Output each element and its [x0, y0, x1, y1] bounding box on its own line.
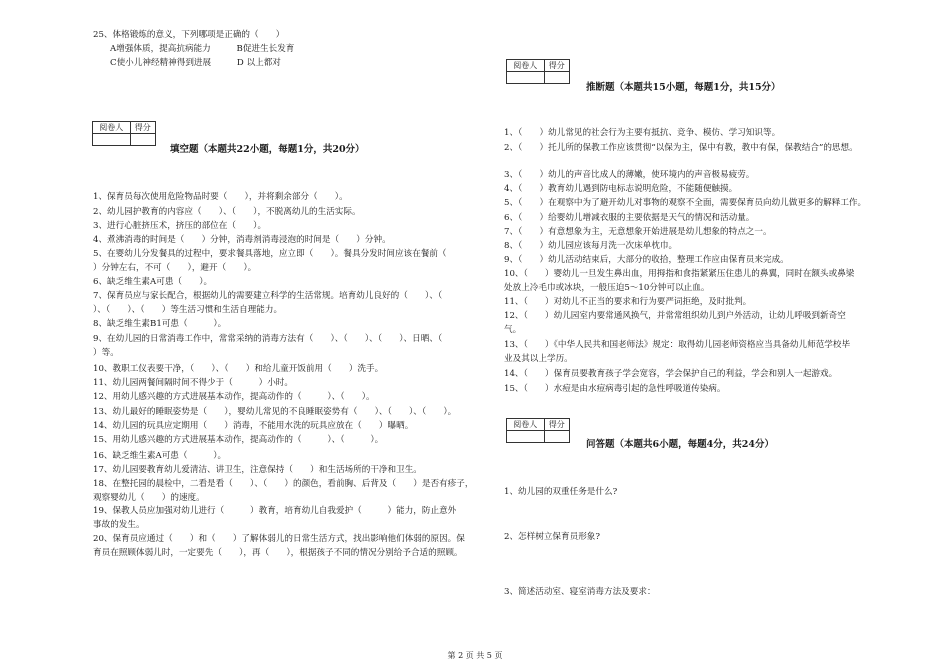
fill-question-line: 16、缺乏维生素A可患（ ）。: [93, 451, 227, 461]
fill-question-line: 2、幼儿园护教育的内容应（ ）、（ ），不脱离幼儿的生活实际。: [93, 207, 361, 217]
fill-question-line: 12、用幼儿感兴趣的方式进展基本动作，提高动作的（ ）、（ ）。: [93, 392, 375, 402]
fill-question-line: 17、幼儿园要教育幼儿爱清洁、讲卫生，注意保持（ ）和生活场所的干净和卫生。: [93, 465, 422, 475]
fill-question-line: 8、缺乏维生素B1可患（ ）。: [93, 319, 227, 329]
fill-question-line: 1、保育员每次使用危险物品时要（ ），并将剩余部分（ ）。: [93, 192, 348, 202]
fill-question-line: 15、用幼儿感兴趣的方式进展基本动作，提高动作的（ ）、（ ）。: [93, 435, 384, 445]
judge-question-line: 3、（ ）幼儿的声音比成人的薄嫩，使环境内的声音极易疲劳。: [504, 170, 755, 180]
score-cell: [544, 72, 570, 84]
judge-question-line: 11、（ ）对幼儿不正当的要求和行为要严词拒绝，及时批判。: [504, 297, 752, 307]
qa-question-1: 1、幼儿园的双重任务是什么?: [504, 487, 618, 497]
score-label: 得分: [544, 419, 570, 431]
judge-question-line: 10、（ ）婴幼儿一旦发生鼻出血，用拇指和食指紧紧压住患儿的鼻翼，同时在额头或鼻梁: [504, 269, 855, 279]
judge-question-line: 4、（ ）教育幼儿遇到防电标志说明危险，不能随便触摸。: [504, 184, 738, 194]
judge-question-line: 8、（ ）幼儿园应该每月洗一次床单枕巾。: [504, 241, 678, 251]
fill-question-line: 19、保教人员应加强对幼儿进行（ ）教育，培育幼儿自我爱护（ ）能力，防止意外: [93, 506, 457, 516]
reviewer-cell: [507, 72, 545, 84]
fill-question-line: 4、煮沸消毒的时间是（ ）分钟，消毒剂消毒浸泡的时间是（ ）分钟。: [93, 235, 391, 245]
judge-question-line: 12、（ ）幼儿园室内要常通风换气，并常常组织幼儿到户外活动，让幼儿呼吸到新奇空: [504, 311, 846, 321]
fill-question-line: 5、在婴幼儿分发餐具的过程中，要求餐具落地，应立即（ ）。餐具分发时间应该在餐前（: [93, 249, 447, 259]
judge-question-line: 处放上冷毛巾或冰块，一般压迫5～10分钟可以止血。: [504, 283, 710, 293]
reviewer-cell: [93, 134, 131, 146]
qa-section-title: 问答题（本题共6小题，每题4分，共24分）: [586, 439, 774, 450]
fill-question-line: 事故的发生。: [93, 520, 145, 530]
question-25: 25、体格锻炼的意义，下列哪项是正确的（ ）: [93, 30, 285, 40]
judge-section-title: 推断题（本题共15小题，每题1分，共15分）: [586, 82, 781, 93]
fill-question-line: ）等。: [93, 348, 119, 358]
judge-question-line: 7、（ ）有意想象为主，无意想象开始进展是幼儿想象的特点之一。: [504, 227, 772, 237]
judge-score-box: [506, 59, 570, 84]
fill-question-line: 观察婴幼儿（ ）的速度。: [93, 493, 205, 503]
judge-question-line: 2、（ ）托儿所的保教工作应该贯彻“以保为主，保中有教，教中有保，保教结合”的思想。: [504, 143, 858, 153]
judge-question-line: 5、（ ）在观察中为了避开幼儿对事物的观察不全面，需要保育员向幼儿做更多的解释工作。: [504, 198, 867, 208]
judge-question-line: 13、（ ）《中华人民共和国老师法》规定：取得幼儿园老师资格应当具备幼儿师范学校毕: [504, 340, 851, 350]
fill-question-line: ）分钟左右，不可（ ），避开（ ）。: [93, 263, 257, 273]
fill-question-line: 10、教职工仪表要干净，（ ）、（ ）和给儿童开饭前用（ ）洗手。: [93, 364, 384, 374]
reviewer-label: 阅卷人: [507, 60, 545, 72]
judge-question-line: 15、（ ）水痘是由水痘病毒引起的急性呼吸道传染病。: [504, 384, 726, 394]
reviewer-label: 阅卷人: [507, 419, 545, 431]
fill-question-line: ）、（ ）、（ ）等生活习惯和生活自理能力。: [93, 305, 283, 315]
judge-question-line: 业及其以上学历。: [504, 354, 573, 364]
fill-question-line: 11、幼儿园两餐间隔时间不得少于（ ）小时。: [93, 378, 293, 388]
fill-question-line: 18、在整托园的晨检中，二看是看（ ）、（ ）的颜色，看前胸、后背及（ ）是否有疹子，: [93, 479, 474, 489]
score-cell: [130, 134, 156, 146]
judge-question-line: 14、（ ）保育员要教育孩子学会宽容，学会保护自己的利益，学会和别人一起游戏。: [504, 369, 838, 379]
question-25-options-cd: C使小儿神经精神得到进展 D 以上都对: [110, 58, 281, 68]
score-label: 得分: [130, 122, 156, 134]
page-footer: 第 2 页 共 5 页: [447, 651, 503, 660]
fill-section-title: 填空题（本题共22小题，每题1分，共20分）: [170, 144, 365, 155]
score-label: 得分: [544, 60, 570, 72]
qa-question-3: 3、简述活动室、寝室消毒方法及要求：: [504, 587, 656, 597]
judge-question-line: 9、（ ）幼儿活动结束后，大部分的收拾，整理工作应由保育员来完成。: [504, 255, 789, 265]
judge-question-line: 1、（ ）幼儿常见的社会行为主要有抵抗、竞争、模仿、学习知识等。: [504, 128, 781, 138]
judge-question-line: 6、（ ）给婴幼儿增减衣服的主要依据是天气的情况和活动量。: [504, 213, 755, 223]
qa-question-2: 2、怎样树立保育员形象?: [504, 532, 601, 542]
fill-question-line: 育员在照顾体弱儿时，一定要先（ ），再（ ），根据孩子不同的情况分别给予合适的照顾。: [93, 548, 463, 558]
reviewer-cell: [507, 431, 545, 443]
reviewer-label: 阅卷人: [93, 122, 131, 134]
fill-question-line: 6、缺乏维生素A可患（ ）。: [93, 277, 213, 287]
fill-question-line: 3、进行心脏挤压术，挤压的部位在（ ）。: [93, 221, 267, 231]
fill-question-line: 14、幼儿园的玩具应定期用（ ）消毒，不能用水洗的玩具应放在（ ）曝晒。: [93, 421, 414, 431]
fill-question-line: 9、在幼儿园的日常消毒工作中，常常采纳的消毒方法有（ ）、（ ）、（ ）、日晒、（: [93, 334, 460, 344]
score-cell: [544, 431, 570, 443]
judge-question-line: 气。: [504, 325, 522, 335]
fill-question-line: 20、保育员应通过（ ）和（ ）了解体弱儿的日常生活方式，找出影响他们体弱的原因。保: [93, 534, 465, 544]
question-25-options-ab: A增强体质，提高抗病能力 B促进生长发育: [110, 44, 295, 54]
fill-question-line: 13、幼儿最好的睡眠姿势是（ ），婴幼儿常见的不良睡眠姿势有（ ）、（ ）、（ ）。: [93, 407, 457, 417]
qa-score-box: [506, 418, 570, 443]
fill-score-box: [92, 121, 156, 146]
fill-question-line: 7、保育员应与家长配合，根据幼儿的需要建立科学的生活常规。培育幼儿良好的（ ）、（: [93, 291, 443, 301]
